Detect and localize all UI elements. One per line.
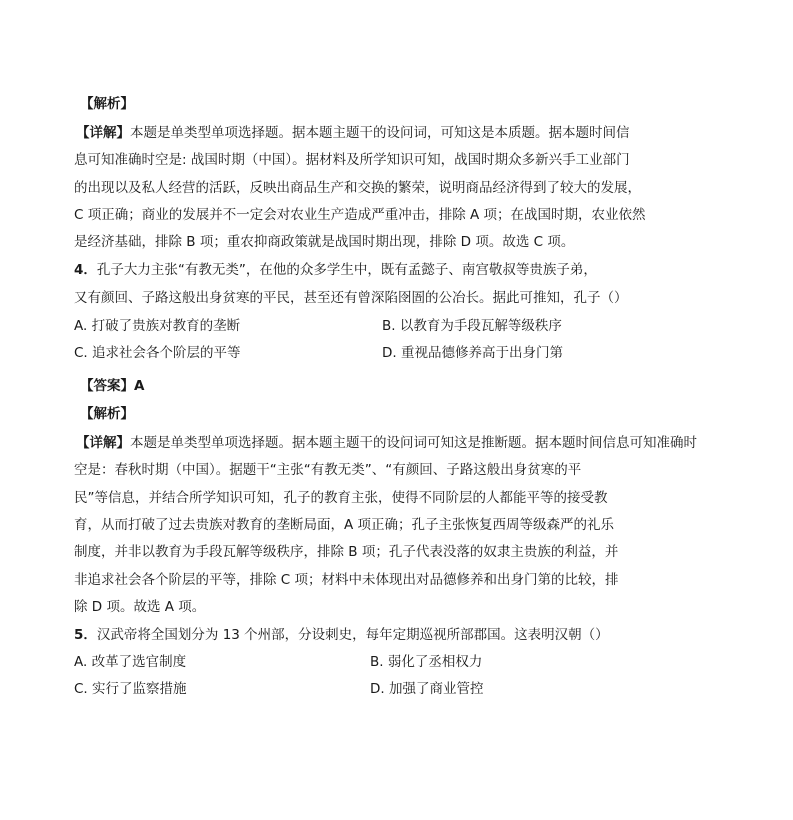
- question-5-option-d[interactable]: D. 加强了商业管控: [370, 681, 484, 697]
- question-4-option-d[interactable]: D. 重视品德修养高于出身门第: [382, 345, 563, 361]
- question-4-detail-label: 【详解】: [76, 435, 130, 451]
- question-4-detail-line-3: 民”等信息，并结合所学知识可知，孔子的教育主张，使得不同阶层的人都能平等的接受教: [74, 490, 608, 506]
- question-4-answer: [80, 377, 144, 395]
- question-5-option-a[interactable]: A. 改革了选官制度: [74, 654, 187, 670]
- detail-line-2: 息可知准确时空是: 战国时期（中国）。据材料及所学知识可知，战国时期众多新兴手工业部门: [74, 152, 630, 168]
- question-4-detail-line-4: 育，从而打破了过去贵族对教育的垄断局面，A 项正确；孔子主张恢复西周等级森严的礼乐: [74, 517, 615, 533]
- detail-label: 【详解】: [76, 125, 130, 141]
- question-4-stem-text: 孔子大力主张“有教无类”，在他的众多学生中，既有孟懿子、南宫敬叔等贵族子弟，: [96, 262, 597, 278]
- question-4-detail-line-5: 制度，并非以教育为手段瓦解等级秩序，排除 B 项；孔子代表没落的奴隶主贵族的利益，并: [74, 544, 619, 560]
- question-5-stem: [74, 626, 609, 644]
- question-5-number: 5．: [74, 627, 97, 643]
- question-4-detail-line-6: 非追求社会各个阶层的平等，排除 C 项；材料中未体现出对品德修养和出身门第的比较，排: [74, 572, 619, 588]
- question-5-option-c[interactable]: C. 实行了监察措施: [74, 681, 187, 697]
- question-4-option-c[interactable]: C. 追求社会各个阶层的平等: [74, 345, 241, 361]
- question-5-option-b[interactable]: B. 弱化了丞相权力: [370, 654, 483, 670]
- question-4-number: 4．: [74, 262, 97, 278]
- question-4-detail-text: 本题是单类型单项选择题。据本题主题干的设问词可知这是推断题。据本题时间信息可知准确时: [130, 435, 697, 451]
- detail-line-1: [76, 124, 630, 142]
- question-4-option-a[interactable]: A. 打破了贵族对教育的垄断: [74, 318, 241, 334]
- question-4-detail-line-1: [76, 434, 697, 452]
- detail-text: 本题是单类型单项选择题。据本题主题干的设问词，可知这是本质题。据本题时间信: [130, 125, 630, 141]
- question-4-analysis-label: 【解析】: [80, 406, 134, 422]
- detail-line-5: 是经济基础，排除 B 项；重农抑商政策就是战国时期出现，排除 D 项。故选 C 项。: [74, 234, 575, 250]
- question-4-detail-line-7: 除 D 项。故选 A 项。: [74, 599, 206, 615]
- analysis-label: 【解析】: [80, 96, 134, 112]
- question-4-stem-line-2: 又有颜回、子路这般出身贫寒的平民，甚至还有曾深陷囹圄的公冶长。据此可推知，孔子（）: [74, 290, 628, 306]
- answer-label: 【答案】: [80, 378, 134, 394]
- question-4-stem-line-1: [74, 261, 597, 279]
- answer-value: A: [134, 378, 145, 394]
- question-4-option-b[interactable]: B. 以教育为手段瓦解等级秩序: [382, 318, 562, 334]
- question-5-stem-text: 汉武帝将全国划分为 13 个州部，分设刺史，每年定期巡视所部郡国。这表明汉朝（）: [96, 627, 609, 643]
- detail-line-3: 的出现以及私人经营的活跃，反映出商品生产和交换的繁荣，说明商品经济得到了较大的发展，: [74, 180, 641, 196]
- question-4-detail-line-2: 空是：春秋时期（中国）。据题干“主张“有教无类”、“有颜回、子路这般出身贫寒的平: [74, 462, 582, 478]
- detail-line-4: C 项正确；商业的发展并不一定会对农业生产造成严重冲击，排除 A 项；在战国时期，农业依然: [74, 207, 646, 223]
